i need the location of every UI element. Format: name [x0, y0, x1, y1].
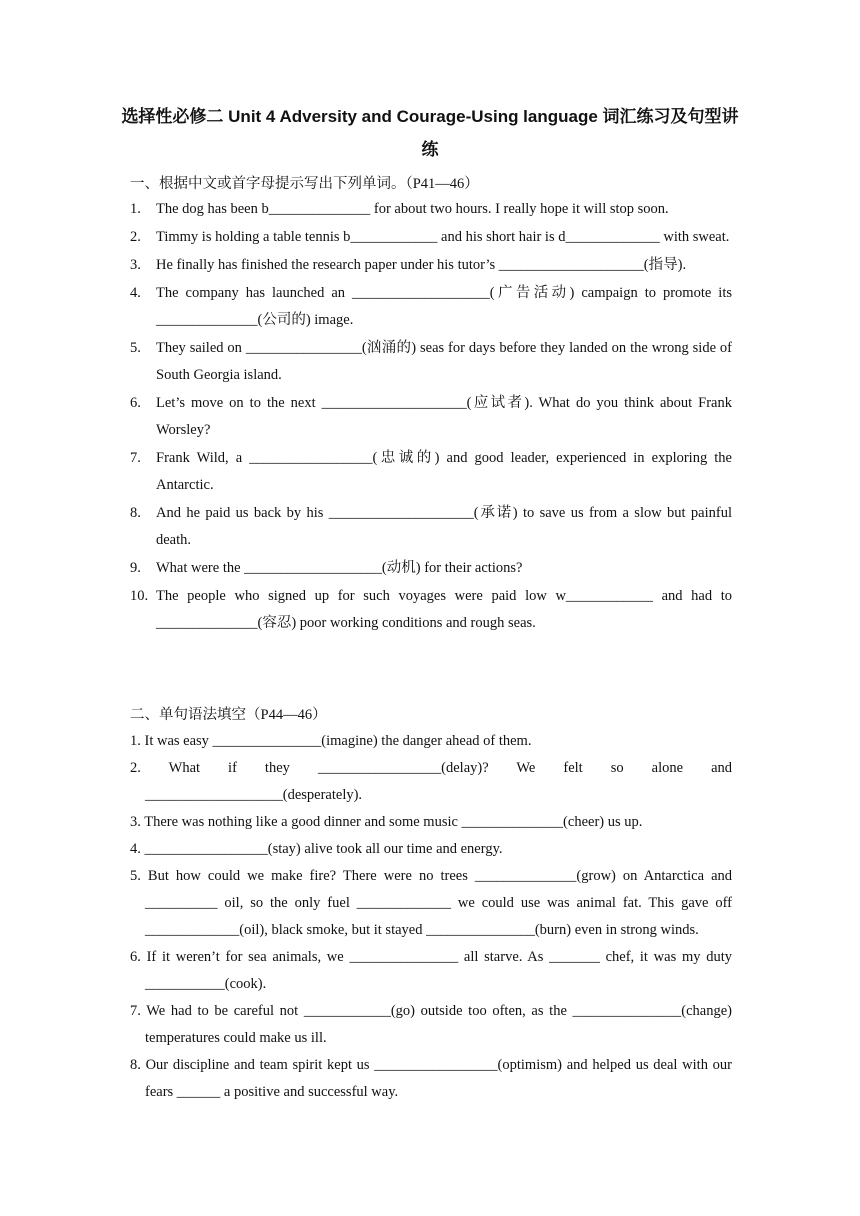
item-number: 10.: [130, 588, 149, 604]
item-number: 9.: [130, 560, 141, 576]
list-item: 6. If it weren’t for sea animals, we _______________ all starve. As _______ chef, it was my duty ___________(cook).: [130, 949, 732, 992]
item-number: 5.: [130, 340, 141, 356]
list-item: [130, 390, 732, 444]
list-item: 3. There was nothing like a good dinner and some music ______________(cheer) us up.: [130, 814, 643, 830]
item-number: 8.: [130, 505, 141, 521]
section-2-heading: 二、单句语法填空（P44—46）: [130, 707, 327, 723]
item-number: 2.: [130, 229, 141, 245]
item-text: He finally has finished the research paper under his tutor’s ____________________(指导).: [156, 257, 687, 273]
grammar-exercise-list: [130, 728, 732, 1106]
list-item: [130, 555, 732, 582]
list-item: [130, 280, 732, 334]
item-number: 3.: [130, 257, 141, 273]
item-text: Frank Wild, a _________________(忠诚的) and good leader, experienced in exploring the Antarctic.: [156, 450, 732, 493]
section-1-heading: 一、根据中文或首字母提示写出下列单词。（P41—46）: [130, 176, 479, 192]
item-text: Let’s move on to the next ____________________(应试者). What do you think about Frank Worsley?: [156, 395, 732, 438]
item-text: What were the ___________________(动机) for their actions?: [156, 560, 523, 576]
list-item: [130, 500, 732, 554]
list-item: [130, 335, 732, 389]
item-text: The dog has been b______________ for about two hours. I really hope it will stop soon.: [156, 201, 669, 217]
list-item: 8. Our discipline and team spirit kept us _________________(optimism) and helped us deal with our fears ______ a positive and successful way.: [130, 1057, 732, 1100]
item-number: 1.: [130, 201, 141, 217]
item-text: Timmy is holding a table tennis b____________ and his short hair is d_____________ with sweat.: [156, 229, 730, 245]
list-item: [130, 252, 732, 279]
page-title: 选择性必修二 Unit 4 Adversity and Courage-Using language 词汇练习及句型讲练: [121, 107, 739, 159]
item-text: They sailed on ________________(汹涌的) seas for days before they landed on the wrong side of South Georgia island.: [156, 340, 732, 383]
item-number: 6.: [130, 395, 141, 411]
list-item: 1. It was easy _______________(imagine) the danger ahead of them.: [130, 733, 532, 749]
item-text: The people who signed up for such voyages were paid low w____________ and had to ______________(容忍) poor working conditions and rough seas.: [156, 588, 732, 631]
list-item: 7. We had to be careful not ____________(go) outside too often, as the _______________(change) temperatures could make us ill.: [130, 1003, 732, 1046]
vocabulary-exercise-list: [130, 196, 732, 638]
list-item: [130, 196, 732, 223]
list-item: 4. _________________(stay) alive took all our time and energy.: [130, 841, 503, 857]
list-item: [130, 224, 732, 251]
list-item: [130, 583, 732, 637]
list-item: 2. What if they _________________(delay)? We felt so alone and ___________________(desperately).: [130, 760, 732, 803]
list-item: [130, 445, 732, 499]
item-text: The company has launched an ___________________(广告活动) campaign to promote its ______________(公司的) image.: [156, 285, 732, 328]
list-item: 5. But how could we make fire? There were no trees ______________(grow) on Antarctica and __________ oil, so the only fuel _____________ we could use was animal fat. This gave off _____________(oil), black smoke, but it stayed _______________(burn) even in strong winds.: [130, 868, 732, 938]
item-text: And he paid us back by his ____________________(承诺) to save us from a slow but painful death.: [156, 505, 732, 548]
item-number: 4.: [130, 285, 141, 301]
item-number: 7.: [130, 450, 141, 466]
